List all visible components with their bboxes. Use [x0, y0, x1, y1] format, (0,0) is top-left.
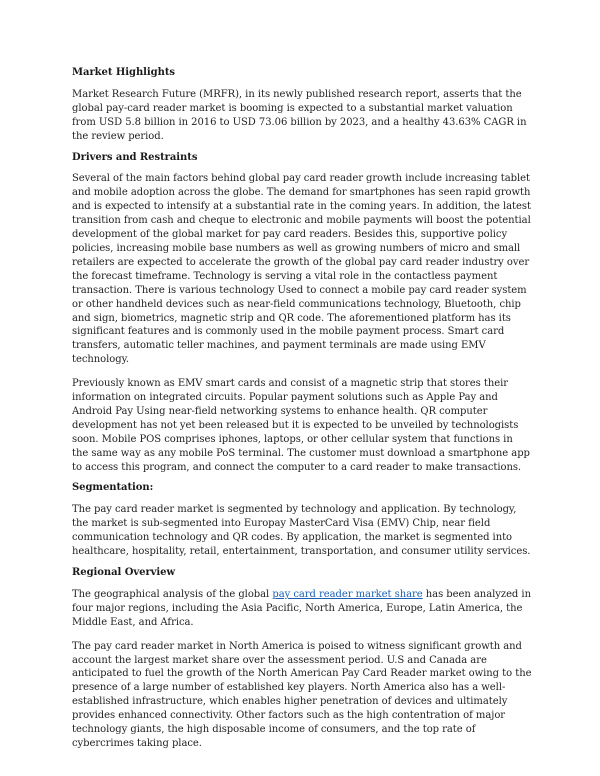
paragraph-regional-1 — [72, 588, 532, 630]
heading-segmentation: Segmentation: — [72, 482, 154, 494]
heading-market-highlights: Market Highlights — [72, 67, 175, 78]
paragraph-segmentation: The pay card reader market is segmented by technology and application. By technology, the market is sub-segmented into Europay MasterCard Visa (EMV) Chip, near field communication technology and QR codes. By application, the market is segmented into healthcare, hospitality, retail, entertainment, transportation, and consumer utility services. — [72, 504, 531, 558]
paragraph-market-highlights: Market Research Future (MRFR), in its newly published research report, asserts that the global pay-card reader market is booming is expected to a substantial market valuation from USD 5.8 billion in 2016 to USD 73.06 billion by 2023, and a healthy 43.63% CAGR in the review period. — [72, 88, 527, 142]
document-page — [72, 66, 532, 761]
regional-text-before-link: The geographical analysis of the global — [72, 588, 273, 600]
regional-text-after-link: has been analyzed in four major regions, including the Asia Pacific, North America, Europe, Latin America, the Middle East, and Africa. — [72, 588, 531, 628]
heading-regional-overview: Regional Overview — [72, 567, 176, 578]
market-share-link[interactable]: pay card reader market share — [272, 588, 423, 600]
paragraph-regional-2: The pay card reader market in North America is poised to witness significant growth and account the largest market share over the assessment period. U.S and Canada are anticipated to fuel the growth of the North American Pay Card Reader market owing to the presence of a large number of established key players. North America also has a well-established infrastructure, which enables higher penetration of devices and ultimately provides enhanced connectivity. Other factors such as the high contentration of major technology giants, the high disposable income of consumers, and the top rate of cybercrimes taking place. — [72, 640, 532, 749]
paragraph-drivers-1: Several of the main factors behind global pay card reader growth include increasing tablet and mobile adoption across the globe. The demand for smartphones has seen rapid growth and is expected to intensify at a substantial rate in the coming years. In addition, the latest transition from cash and cheque to electronic and mobile payments will boost the potential development of the global market for pay card readers. Besides this, supportive policy policies, increasing mobile base numbers as well as growing numbers of micro and small retailers are expected to accelerate the growth of the global pay card reader industry over the forecast timeframe. Technology is serving a vital role in the contactless payment transaction. There is various technology Used to connect a mobile pay card reader system or other handheld devices such as near-field communications technology, Bluetooth, chip and sign, biometrics, magnetic strip and QR code. The aforementioned platform has its significant features and is commonly used in the mobile payment process. Smart card transfers, automatic teller machines, and payment terminals are made using EMV technology. — [72, 173, 531, 366]
heading-drivers-restraints: Drivers and Restraints — [72, 151, 198, 163]
paragraph-drivers-2: Previously known as EMV smart cards and consist of a magnetic strip that stores their information on integrated circuits. Popular payment solutions such as Apple Pay and Android Pay Using near-field networking systems to enhance health. QR computer development has not yet been released but it is expected to be unveiled by technologists soon. Mobile POS comprises iphones, laptops, or other cellular system that functions in the same way as any mobile PoS terminal. The customer must download a smartphone app to access this program, and connect the computer to a card reader to make transactions. — [72, 378, 530, 473]
